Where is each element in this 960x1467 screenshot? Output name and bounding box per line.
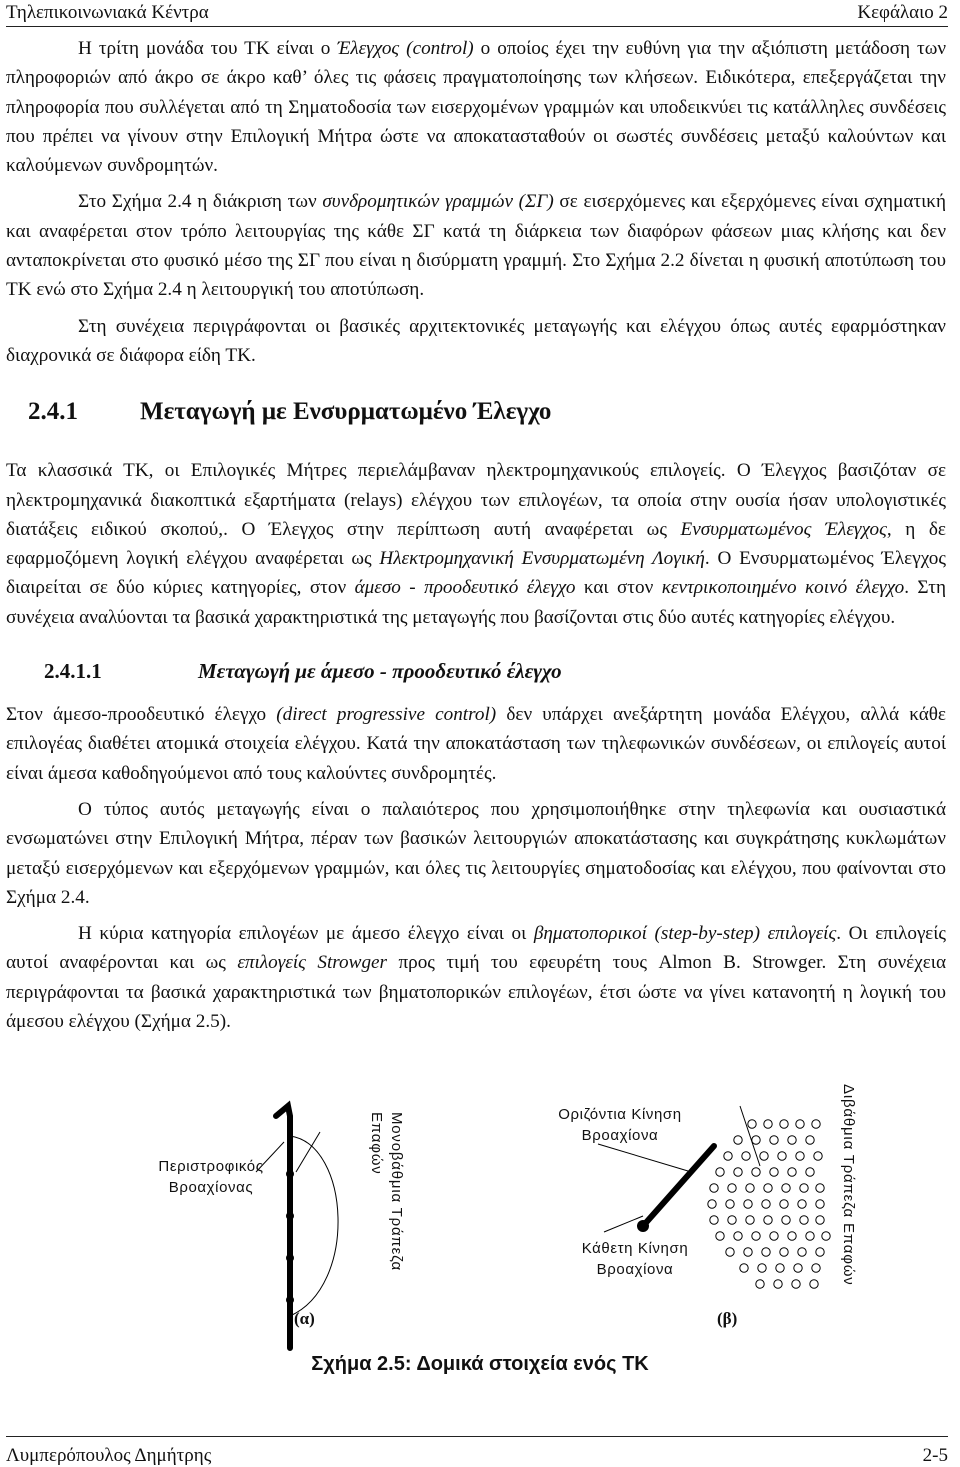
pointer-line [604,1216,643,1232]
emphasis: Ενσυρματωμένος Έλεγχος [680,518,887,540]
bank-contact [798,1248,806,1256]
page-footer [6,1436,948,1467]
bank-contact [760,1152,768,1160]
bank-contact [796,1152,804,1160]
emphasis: Έλεγχος (control) [337,38,474,59]
single-bank-label: Μονοβάθμια Τράπεζα Επαφών [368,1112,405,1271]
bank-contact [758,1264,766,1272]
bank-contact [726,1200,734,1208]
subfigure-a-label: (α) [294,1309,315,1328]
bank-contact [792,1280,800,1288]
emphasis: συνδρομητικών γραμμών (ΣΓ) [322,191,554,213]
subfigure-b-label: (β) [717,1309,738,1328]
bank-contact [716,1168,724,1176]
bank-contact [734,1168,742,1176]
text: σε εισερχόμενες και εξερχόμενες είναι σχηματική και αναφέρεται στον τρόπο λειτουργίας της κάθε ΣΓ κατά τη διάρκεια των διαφόρων φάσεων μιας κλήσης και δεν ανταποκρίνεται στο φυσικό μέσο της ΣΓ που είναι η δισύρματη γραμμή. Στο Σχήμα 2.2 δίνεται η φυσική αποτύπωση του ΤΚ ενώ στο Σχήμα 2.4 η λειτουργική του αποτύπωση. [6,191,947,301]
subsection-heading [6,656,946,686]
text: προς τιμή του εφευρέτη τους Almon B. Strowger. Στη συνέχεια περιγράφονται τα βασικά χαρακτηριστικά των βηματοπορικών επιλογέων, έτσι ώστε να γίνει κατανοητή η λογική του άμεσου ελέγχου (Σχήμα 2.5). [6,952,947,1033]
contact-dot [286,1296,294,1304]
footer-author: Λυμπερόπουλος Δημήτρης [6,1445,212,1466]
bank-contact [776,1264,784,1272]
bank-contact [788,1168,796,1176]
pointer-line [598,1144,688,1171]
header-title: Τηλεπικοινωνιακά Κέντρα [6,2,209,23]
bank-contact [770,1136,778,1144]
subsection-number: 2.4.1.1 [44,659,102,684]
bank-contact [742,1152,750,1160]
paragraph-direct-control [6,700,946,788]
bank-contact [806,1136,814,1144]
text: Στον άμεσο-προοδευτικό έλεγχο [6,704,277,726]
text: Τα κλασσικά ΤΚ, οι Επιλογικές Μήτρες περιελάμβαναν ηλεκτρομηχανικούς επιλογείς. Ο Έλεγχος βασιζόταν σε ηλεκτρομηχανικά διακοπτικά εξαρτήματα (relays) ελέγχου των επιλογέων, τα οποία στην ουσία ήσαν υπολογιστικές διατάξεις ειδικού σκοπού,. Ο Έλεγχος στην περίπτωση αυτή αναφέρεται ως [6,460,946,540]
paragraph-architectures: Στη συνέχεια περιγράφονται οι βασικές αρχιτεκτονικές μεταγωγής και ελέγχου όπως αυτές εφαρμόστηκαν διαχρονικά σε διάφορα είδη ΤΚ. [6,315,946,366]
bank-contact [780,1248,788,1256]
section-heading [6,394,946,430]
text: και στον [575,577,662,599]
rotary-wiper-label: Περιστροφικός Βροαχίονας [158,1158,264,1196]
bank-contact [724,1152,732,1160]
bank-contact [798,1200,806,1208]
bank-contact [740,1264,748,1272]
bank-contact [734,1232,742,1240]
bank-contact [780,1200,788,1208]
text: δεν υπάρχει ανεξάρτητη μονάδα Ελέγχου, αλλά κάθε επιλογέας διαθέτει ατομικά στοιχεία ελέγχου. Κατά την αποκατάσταση των τηλεφωνικών συνδέσεων, οι επιλογείς αυτοί είναι άμεσα καθοδηγούμενοι από τους καλούντες συνδρομητές. [6,704,946,784]
bank-contact [822,1232,830,1240]
emphasis: άμεσο - προοδευτικό έλεγχο [354,577,576,599]
bank-contact [764,1184,772,1192]
selector-diagram [0,1076,960,1376]
bank-contact [816,1200,824,1208]
two-motion-wiper [643,1146,714,1226]
horizontal-motion-label: Οριζόντια Κίνηση Βροαχίονα [558,1106,682,1144]
bank-contact [756,1280,764,1288]
rotary-wiper-shaft [276,1106,290,1348]
bank-contact [746,1184,754,1192]
subsection-title: Μεταγωγή με άμεσο - προοδευτικό έλεγχο [198,659,562,684]
footer-page-number: 2-5 [922,1445,948,1466]
bank-contact [762,1200,770,1208]
paragraph-step-by-step [6,919,946,1036]
double-bank-label: Διβάθμια Τράπεζα Επαφών [840,1084,857,1286]
bank-contact [778,1152,786,1160]
bank-contact [746,1216,754,1224]
bank-contact [726,1248,734,1256]
bank-contact [764,1216,772,1224]
bank-contact [764,1120,772,1128]
bank-contact [748,1120,756,1128]
bank-contact [770,1168,778,1176]
bank-contact [806,1232,814,1240]
emphasis: βηματοπορικοί (step-by-step) επιλογείς [533,923,837,945]
paragraph-control-unit [6,34,946,180]
figure-2-5 [0,1076,960,1376]
bank-contact [728,1184,736,1192]
emphasis: (direct progressive control) [276,704,497,726]
bank-contact [816,1248,824,1256]
contact-dot [286,1212,294,1220]
paragraph-subscriber-lines [6,187,946,304]
bank-contact [770,1232,778,1240]
bank-contact [800,1184,808,1192]
bank-contact [710,1216,718,1224]
emphasis: κεντρικοποιημένο κοινό έλεγχο [661,577,905,599]
bank-contact [744,1200,752,1208]
section-number: 2.4.1 [28,398,78,426]
figure-caption: Σχήμα 2.5: Δομικά στοιχεία ενός ΤΚ [311,1353,649,1375]
bank-contact [806,1168,814,1176]
bank-contact [810,1280,818,1288]
text: . Οι επιλογείς αυτοί αναφέρονται και ως [6,923,946,974]
bank-contact [752,1168,760,1176]
bank-contact [780,1120,788,1128]
text: Η κύρια κατηγορία επιλογέων με άμεσο έλεγχο είναι οι [78,923,534,945]
bank-contact [716,1232,724,1240]
emphasis: επιλογείς Strowger [237,952,388,974]
rotary-arc [290,1136,338,1316]
paragraph-wired-control [6,456,946,632]
bank-contact [752,1136,760,1144]
page-header [6,0,948,27]
bank-contact [796,1120,804,1128]
vertical-motion-label: Κάθετη Κίνηση Βροαχίονα [581,1240,689,1278]
contact-bank-grid [708,1120,830,1288]
paragraph-oldest-type: Ο τύπος αυτός μεταγωγής είναι ο παλαιότερος που χρησιμοποιήθηκε στην τηλεφωνία και ουσιαστικά ενσωματώνει στην Επιλογική Μήτρα, πέραν των βασικών λειτουργιών αποκατάστασης και συγκράτησης κυκλωμάτων μεταξύ εισερχόμενων και εξερχόμενων γραμμών, και όλες τις λειτουργίες σηματοδοσίας και ελέγχου, που φαίνονται στο Σχήμα 2.4. [6,798,946,908]
wiper-pivot [637,1220,649,1232]
section-title: Μεταγωγή με Ενσυρματωμένο Έλεγχο [140,398,552,426]
bank-contact [762,1248,770,1256]
bank-contact [782,1216,790,1224]
contact-dot [286,1170,294,1178]
bank-contact [788,1232,796,1240]
bank-contact [744,1248,752,1256]
text: . Στη συνέχεια αναλύονται τα βασικά χαρακτηριστικά της μεταγωγής που βασίζονται στις δύο αυτές κατηγορίες ελέγχου. [6,577,947,628]
emphasis: Ηλεκτρομηχανική Ενσυρματωμένη Λογική [379,548,705,570]
bank-contact [814,1152,822,1160]
bank-contact [794,1264,802,1272]
bank-contact [752,1232,760,1240]
bank-contact [734,1136,742,1144]
bank-contact [782,1184,790,1192]
bank-contact [728,1216,736,1224]
bank-contact [812,1264,820,1272]
bank-contact [774,1280,782,1288]
text: . Ο Ενσυρματωμένος Έλεγχος διαιρείται σε δύο κύριες κατηγορίες, στον [6,548,946,599]
text: Η τρίτη μονάδα του ΤΚ είναι ο [78,38,338,59]
text: , η δε εφαρμοζόμενη λογική ελέγχου αναφέρεται ως [6,518,946,570]
bank-contact [788,1136,796,1144]
bank-contact [816,1184,824,1192]
contact-dot [286,1254,294,1262]
bank-contact [812,1120,820,1128]
header-chapter: Κεφάλαιο 2 [857,2,948,23]
text: ο οποίος έχει την ευθύνη για την αξιόπιστη μετάδοση των πληροφοριών από άκρο σε άκρο καθ’ όλες τις φάσεις πραγματοποίησης των κλήσεων. Ειδικότερα, επεξεργάζεται την πληροφορία που συλλέγεται από τη Σηματοδοσία των εισερχομένων γραμμών και υποδεικνύει τις κατάλληλες συνδέσεις που πρέπει να γίνουν στην Επιλογική Μήτρα ώστε να αποκατασταθούν οι σωστές συνδέσεις μεταξύ καλούντων και καλούμενων συνδρομητών. [6,38,946,177]
document-body [6,34,946,1036]
bank-contact [708,1200,716,1208]
text: Στο Σχήμα 2.4 η διάκριση των [78,191,323,213]
bank-contact [816,1216,824,1224]
bank-contact [800,1216,808,1224]
bank-contact [710,1184,718,1192]
